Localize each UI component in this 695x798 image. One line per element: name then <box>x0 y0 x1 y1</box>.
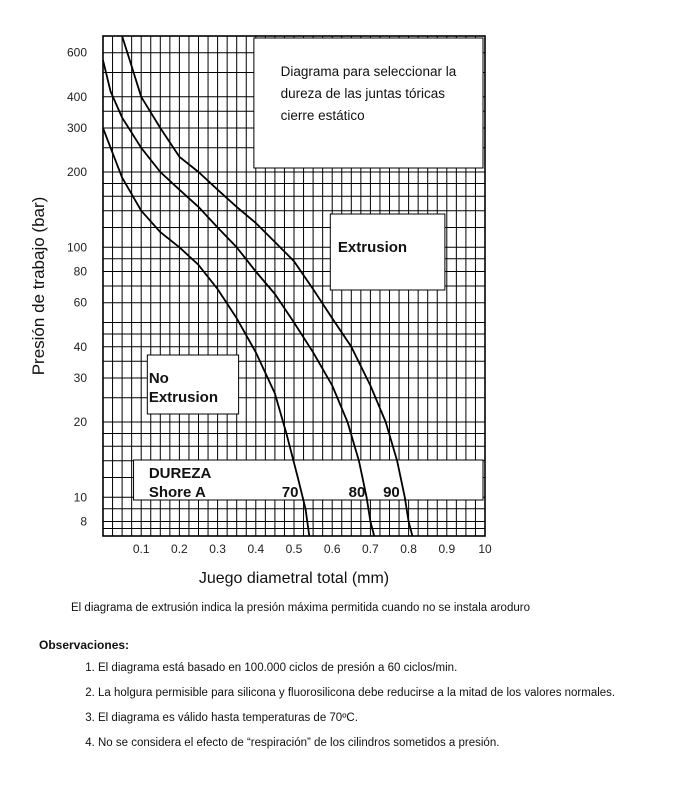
x-tick-label: 0.2 <box>171 542 188 556</box>
chart-title-line-1: Diagrama para seleccionar la <box>280 64 457 79</box>
hardness-70-label: 70 <box>281 484 299 501</box>
observation-item: 2. La holgura permisible para silicona y fluorosilicona debe reducirse a la mitad de los valores normales. <box>98 684 695 709</box>
observation-item: 3. El diagrama es válido hasta temperaturas de 70ºC. <box>98 709 695 734</box>
observations-title: Observaciones: <box>39 638 130 652</box>
x-tick-label: 0.9 <box>438 542 456 556</box>
chart-title-line-2: dureza de las juntas tóricas <box>280 86 445 101</box>
observations-list <box>78 659 695 759</box>
x-tick-label: 0.3 <box>209 542 226 556</box>
y-tick-label: 600 <box>66 45 87 60</box>
title-box <box>254 38 483 168</box>
y-tick-label: 200 <box>66 165 87 180</box>
y-tick-label: 10 <box>73 490 87 505</box>
no-extrusion-label-line-1: No <box>148 370 169 387</box>
chart-caption: El diagrama de extrusión indica la presión máxima permitida cuando no se instala aroduro <box>71 602 530 614</box>
x-tick-label: 0.7 <box>362 542 379 556</box>
hardness-label: DUREZA <box>148 465 212 482</box>
y-tick-label: 20 <box>73 415 87 430</box>
y-tick-label: 100 <box>66 240 87 255</box>
y-tick-label: 8 <box>80 514 87 529</box>
y-axis-title: Presión de trabajo (bar) <box>29 196 48 376</box>
y-tick-label: 40 <box>73 339 87 354</box>
observation-item: 1. El diagrama está basado en 100.000 ciclos de presión a 60 ciclos/min. <box>98 659 695 684</box>
x-tick-label: 0.6 <box>323 542 341 556</box>
y-tick-label: 300 <box>66 120 87 135</box>
x-tick-label: 10 <box>478 542 492 556</box>
x-tick-label: 0.8 <box>400 542 417 556</box>
y-tick-label: 80 <box>73 264 87 279</box>
y-tick-label: 30 <box>73 370 87 385</box>
y-tick-label: 400 <box>66 89 87 104</box>
extrusion-label: Extrusion <box>337 239 408 256</box>
chart-title-line-3: cierre estático <box>280 108 365 123</box>
x-tick-label: 0.5 <box>285 542 303 556</box>
x-tick-label: 0.4 <box>247 542 265 556</box>
hardness-90-label: 90 <box>383 484 400 501</box>
observation-item: 4. No se considera el efecto de “respiración” de los cilindros sometidos a presión. <box>98 734 695 759</box>
y-tick-label: 60 <box>73 295 87 310</box>
x-tick-label: 0.1 <box>132 542 150 556</box>
shore-a-label: Shore A <box>148 484 206 501</box>
no-extrusion-label-line-2: Extrusion <box>148 389 219 406</box>
hardness-80-label: 80 <box>348 484 366 501</box>
x-axis-title: Juego diametral total (mm) <box>198 570 390 587</box>
